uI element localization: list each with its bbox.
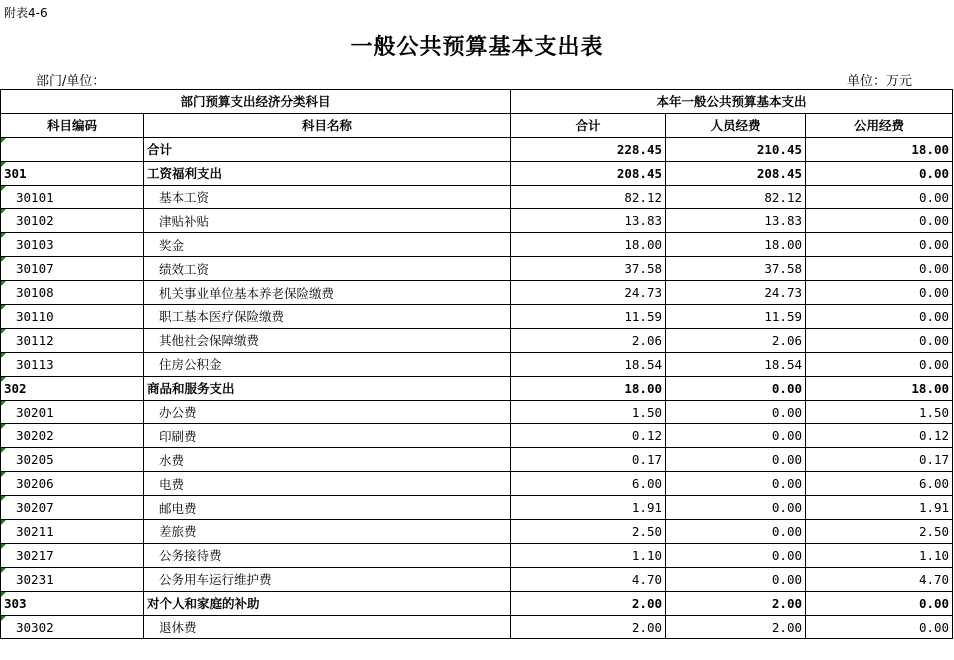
cell-total: 1.10: [511, 543, 666, 567]
cell-public: 1.50: [806, 400, 953, 424]
cell-code: 30202: [1, 424, 144, 448]
cell-name: 绩效工资: [144, 257, 511, 281]
cell-total: 37.58: [511, 257, 666, 281]
cell-code: 30217: [1, 543, 144, 567]
cell-public: 6.00: [806, 472, 953, 496]
cell-personnel: 2.00: [666, 615, 806, 639]
cell-public: 0.00: [806, 209, 953, 233]
table-row[interactable]: [1, 448, 953, 472]
cell-total: 4.70: [511, 567, 666, 591]
cell-public: 0.00: [806, 615, 953, 639]
header-code: 科目编码: [1, 113, 144, 137]
table-row[interactable]: [1, 496, 953, 520]
cell-total: 1.50: [511, 400, 666, 424]
cell-name: 住房公积金: [144, 352, 511, 376]
cell-name: 办公费: [144, 400, 511, 424]
cell-personnel: 18.00: [666, 233, 806, 257]
cell-name: 公务接待费: [144, 543, 511, 567]
cell-personnel: 0.00: [666, 520, 806, 544]
cell-public: 1.10: [806, 543, 953, 567]
cell-name: 职工基本医疗保险缴费: [144, 305, 511, 329]
cell-total: 2.50: [511, 520, 666, 544]
cell-name: 对个人和家庭的补助: [144, 591, 511, 615]
cell-personnel: 0.00: [666, 376, 806, 400]
cell-total: 24.73: [511, 281, 666, 305]
cell-public: 1.91: [806, 496, 953, 520]
cell-public: 2.50: [806, 520, 953, 544]
cell-total: 2.00: [511, 615, 666, 639]
header-total: 合计: [511, 113, 666, 137]
cell-name: 公务用车运行维护费: [144, 567, 511, 591]
cell-public: 18.00: [806, 376, 953, 400]
cell-personnel: 2.06: [666, 328, 806, 352]
cell-total: 18.00: [511, 233, 666, 257]
cell-code: 30206: [1, 472, 144, 496]
cell-name: 奖金: [144, 233, 511, 257]
cell-code: 30207: [1, 496, 144, 520]
cell-public: 0.00: [806, 233, 953, 257]
cell-public: 0.12: [806, 424, 953, 448]
cell-total: 0.17: [511, 448, 666, 472]
header-public: 公用经费: [806, 113, 953, 137]
cell-total: 18.00: [511, 376, 666, 400]
unit-label: 单位：万元: [846, 74, 912, 89]
header-group-left: 部门预算支出经济分类科目: [1, 90, 511, 114]
cell-public: 0.17: [806, 448, 953, 472]
cell-name: 商品和服务支出: [144, 376, 511, 400]
cell-total: 11.59: [511, 305, 666, 329]
annex-label: 附表4-6: [4, 6, 48, 20]
cell-name: 其他社会保障缴费: [144, 328, 511, 352]
cell-personnel: 18.54: [666, 352, 806, 376]
cell-code: 30205: [1, 448, 144, 472]
table-row[interactable]: [1, 543, 953, 567]
table-row[interactable]: [1, 137, 953, 161]
cell-total: 6.00: [511, 472, 666, 496]
cell-public: 0.00: [806, 161, 953, 185]
cell-total: 82.12: [511, 185, 666, 209]
cell-public: 0.00: [806, 281, 953, 305]
header-group-row: [1, 90, 953, 114]
cell-public: 0.00: [806, 591, 953, 615]
cell-code: 30102: [1, 209, 144, 233]
table-row[interactable]: [1, 424, 953, 448]
cell-public: 0.00: [806, 352, 953, 376]
cell-total: 0.12: [511, 424, 666, 448]
cell-personnel: 2.00: [666, 591, 806, 615]
table-row[interactable]: [1, 567, 953, 591]
cell-personnel: 208.45: [666, 161, 806, 185]
cell-personnel: 13.83: [666, 209, 806, 233]
cell-code: 30112: [1, 328, 144, 352]
cell-name: 工资福利支出: [144, 161, 511, 185]
cell-code: 30113: [1, 352, 144, 376]
table-row[interactable]: [1, 305, 953, 329]
cell-code: [1, 137, 144, 161]
budget-table: [0, 89, 953, 639]
cell-name: 水费: [144, 448, 511, 472]
table-row[interactable]: [1, 209, 953, 233]
table-row[interactable]: [1, 400, 953, 424]
cell-code: 30302: [1, 615, 144, 639]
cell-personnel: 0.00: [666, 400, 806, 424]
table-body: [1, 137, 953, 639]
table-row[interactable]: [1, 591, 953, 615]
cell-code: 301: [1, 161, 144, 185]
cell-name: 差旅费: [144, 520, 511, 544]
cell-code: 30107: [1, 257, 144, 281]
cell-public: 18.00: [806, 137, 953, 161]
cell-total: 2.00: [511, 591, 666, 615]
cell-code: 30211: [1, 520, 144, 544]
table-row[interactable]: [1, 257, 953, 281]
cell-code: 30103: [1, 233, 144, 257]
cell-name: 津贴补贴: [144, 209, 511, 233]
cell-name: 印刷费: [144, 424, 511, 448]
cell-name: 退休费: [144, 615, 511, 639]
cell-personnel: 24.73: [666, 281, 806, 305]
cell-code: 30101: [1, 185, 144, 209]
cell-public: 4.70: [806, 567, 953, 591]
cell-name: 机关事业单位基本养老保险缴费: [144, 281, 511, 305]
cell-total: 208.45: [511, 161, 666, 185]
table-row[interactable]: [1, 615, 953, 639]
cell-code: 303: [1, 591, 144, 615]
cell-personnel: 0.00: [666, 567, 806, 591]
cell-total: 18.54: [511, 352, 666, 376]
table-row[interactable]: [1, 472, 953, 496]
cell-public: 0.00: [806, 328, 953, 352]
cell-name: 基本工资: [144, 185, 511, 209]
cell-name: 电费: [144, 472, 511, 496]
cell-total: 13.83: [511, 209, 666, 233]
cell-public: 0.00: [806, 305, 953, 329]
header-columns-row: [1, 113, 953, 137]
table-row[interactable]: [1, 233, 953, 257]
table-row[interactable]: [1, 281, 953, 305]
header-personnel: 人员经费: [666, 113, 806, 137]
cell-personnel: 0.00: [666, 448, 806, 472]
header-name: 科目名称: [144, 113, 511, 137]
table-row[interactable]: [1, 328, 953, 352]
cell-personnel: 210.45: [666, 137, 806, 161]
header-group-right: 本年一般公共预算基本支出: [511, 90, 953, 114]
cell-total: 228.45: [511, 137, 666, 161]
cell-personnel: 0.00: [666, 496, 806, 520]
table-row[interactable]: [1, 376, 953, 400]
cell-code: 30110: [1, 305, 144, 329]
cell-code: 30201: [1, 400, 144, 424]
cell-code: 30231: [1, 567, 144, 591]
cell-code: 302: [1, 376, 144, 400]
cell-personnel: 82.12: [666, 185, 806, 209]
dept-label: 部门/单位：: [36, 74, 106, 89]
cell-name: 邮电费: [144, 496, 511, 520]
cell-personnel: 11.59: [666, 305, 806, 329]
cell-public: 0.00: [806, 185, 953, 209]
cell-personnel: 0.00: [666, 472, 806, 496]
cell-total: 1.91: [511, 496, 666, 520]
table-row[interactable]: [1, 520, 953, 544]
cell-public: 0.00: [806, 257, 953, 281]
page-title: 一般公共预算基本支出表: [350, 35, 604, 60]
cell-personnel: 37.58: [666, 257, 806, 281]
table-row[interactable]: [1, 185, 953, 209]
cell-name: 合计: [144, 137, 511, 161]
cell-code: 30108: [1, 281, 144, 305]
cell-personnel: 0.00: [666, 543, 806, 567]
table-row[interactable]: [1, 352, 953, 376]
table-row[interactable]: [1, 161, 953, 185]
cell-total: 2.06: [511, 328, 666, 352]
cell-personnel: 0.00: [666, 424, 806, 448]
